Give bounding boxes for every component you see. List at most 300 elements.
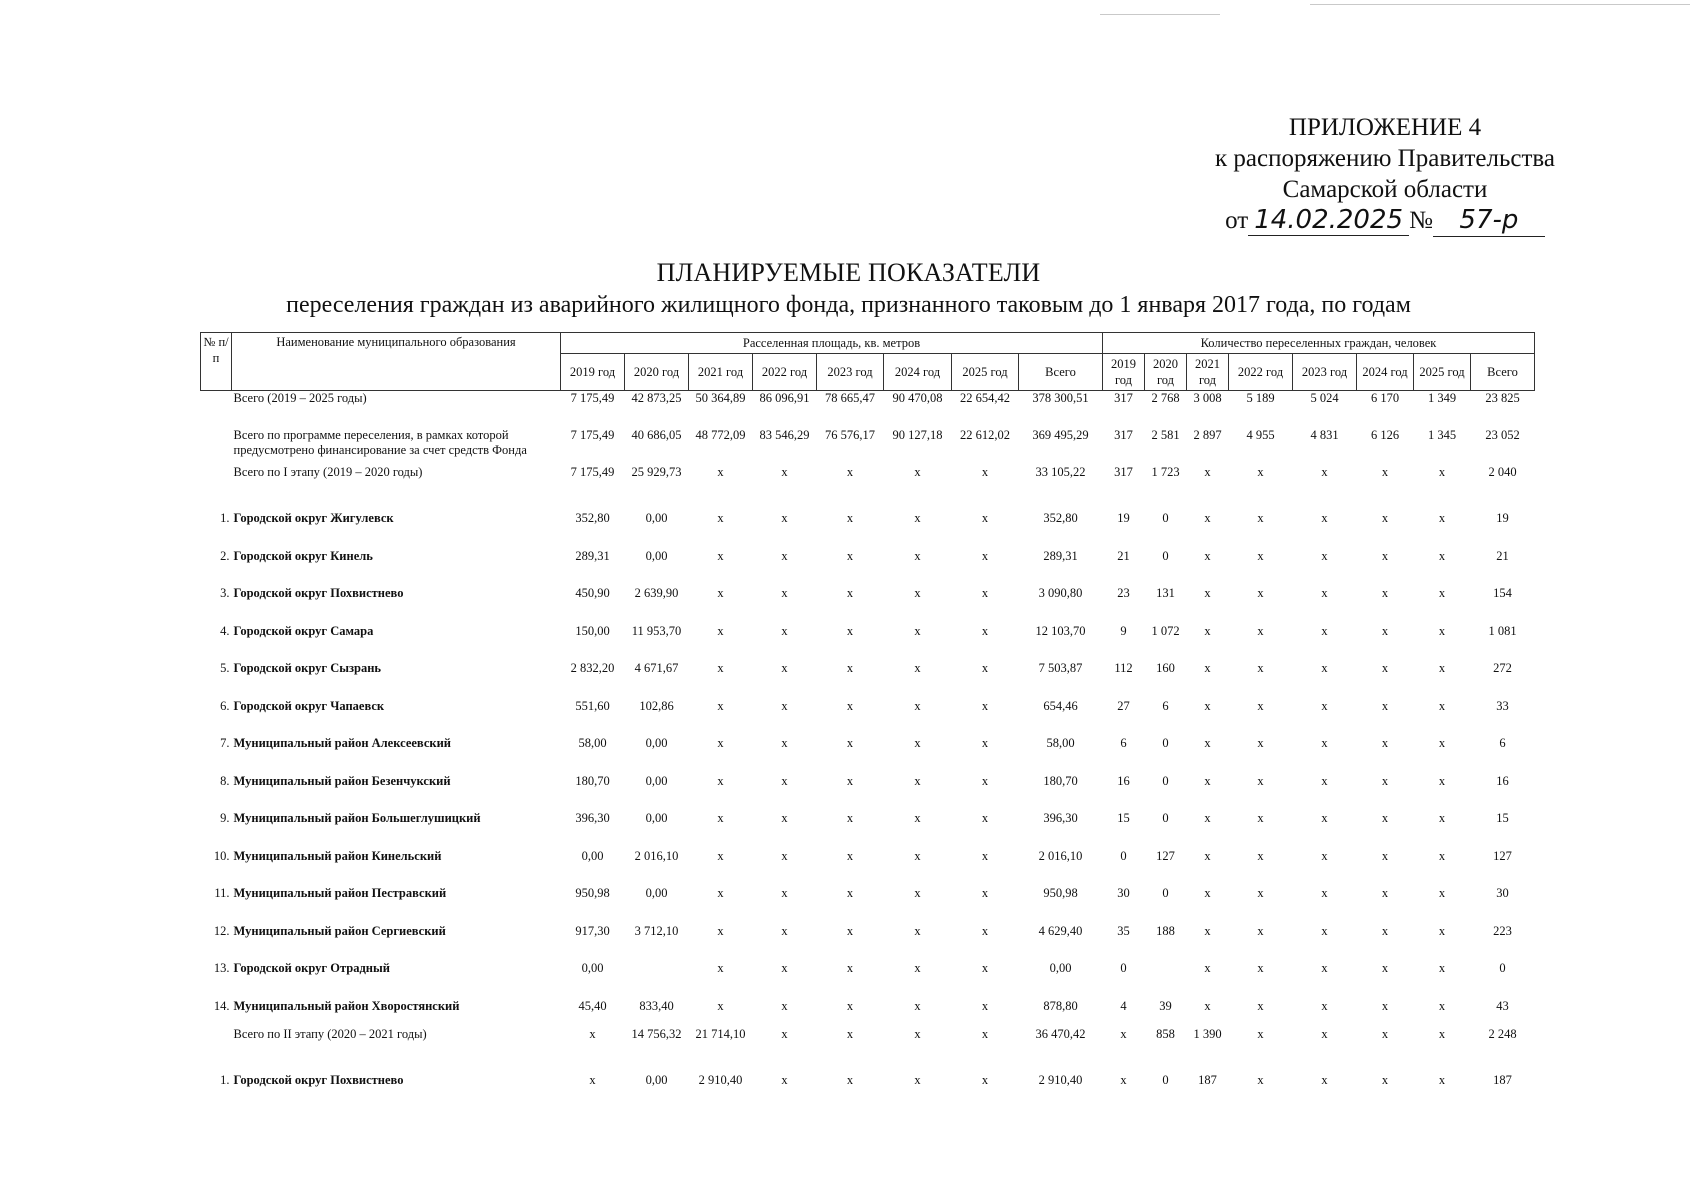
people-cell: 317 (1114, 465, 1133, 479)
people-cell: х (1321, 773, 1328, 788)
area-cell: х (914, 1073, 921, 1087)
people-cell: х (1438, 1027, 1446, 1041)
people-cell: 1 345 (1427, 428, 1457, 442)
area-cell: 180,70 (1043, 773, 1078, 788)
people-cell: 317 (1114, 391, 1133, 405)
people-cell: х (1381, 998, 1389, 1013)
people-cell: 0 (1162, 886, 1169, 900)
area-cell: х (981, 998, 989, 1013)
annex-title: ПРИЛОЖЕНИЕ 4 (1288, 114, 1482, 141)
people-cell: 39 (1159, 998, 1172, 1013)
annex-line-decree: к распоряжению Правительства (1214, 145, 1555, 172)
header-year-people-0: 2019 год (1103, 354, 1145, 391)
area-cell: х (846, 623, 854, 638)
municipality-name-text: Городской округ Жигулевск (233, 511, 394, 525)
people-cell: 1 081 (1488, 623, 1517, 638)
table-row (201, 802, 1535, 840)
people-cell: х (1438, 886, 1446, 900)
area-cell: х (981, 1073, 989, 1087)
area-cell: 917,30 (575, 923, 610, 938)
document-title: ПЛАНИРУЕМЫЕ ПОКАЗАТЕЛИ (656, 258, 1041, 287)
area-cell: х (981, 586, 989, 600)
municipality-name (232, 652, 561, 690)
area-cell: х (781, 923, 788, 938)
people-cell: 0 (1162, 511, 1169, 525)
area-cell: 0,00 (645, 886, 668, 900)
area-cell: 396,30 (1043, 811, 1078, 825)
people-cell: х (1321, 1027, 1328, 1041)
area-cell: 22 654,42 (960, 391, 1010, 405)
municipality-name (232, 727, 561, 765)
area-cell: х (914, 465, 921, 479)
municipality-name (232, 690, 561, 728)
people-cell: 4 (1120, 998, 1127, 1013)
area-cell: х (717, 586, 724, 600)
municipality-name (232, 1064, 561, 1102)
people-cell: х (1257, 961, 1264, 975)
people-cell: х (1321, 923, 1328, 938)
area-cell: х (781, 511, 788, 525)
people-cell: 0 (1162, 548, 1169, 563)
area-cell: х (781, 586, 788, 600)
area-cell: х (846, 923, 854, 938)
area-cell: 0,00 (645, 511, 668, 525)
indicators-table (200, 332, 1535, 1102)
table-row (201, 540, 1535, 578)
people-cell: 3 008 (1193, 391, 1222, 405)
area-cell: х (914, 998, 921, 1013)
area-cell: 180,70 (575, 773, 610, 788)
people-cell: 23 825 (1485, 391, 1520, 405)
people-cell: х (1438, 848, 1446, 863)
table-row (201, 990, 1535, 1028)
municipality-name (232, 990, 561, 1028)
people-cell: х (1381, 961, 1389, 975)
row-number: 4. (220, 623, 230, 638)
annex-line-region: Самарской области (1282, 176, 1488, 203)
people-cell: 2 248 (1488, 1027, 1517, 1041)
people-cell: 27 (1117, 698, 1130, 713)
people-cell: х (1120, 1027, 1127, 1041)
people-cell: х (1381, 586, 1389, 600)
people-cell: х (1120, 1073, 1127, 1087)
row-number: 11. (214, 886, 230, 900)
area-cell: 7 175,49 (570, 428, 615, 442)
area-cell: 2 016,10 (634, 848, 679, 863)
annex-date-line (1190, 205, 1580, 237)
people-cell: х (1257, 1027, 1264, 1041)
area-cell: 14 756,32 (631, 1027, 682, 1041)
people-cell: х (1204, 698, 1211, 713)
people-cell: 6 126 (1370, 428, 1400, 442)
row-number: 6. (220, 698, 230, 713)
area-cell: 2 639,90 (634, 586, 679, 600)
people-cell: 30 (1496, 886, 1509, 900)
area-cell: 3 090,80 (1038, 586, 1083, 600)
people-cell: х (1438, 998, 1446, 1013)
municipality-name-text: Муниципальный район Большеглушицкий (233, 811, 481, 825)
area-cell: 0,00 (645, 548, 668, 563)
municipality-name-text: Муниципальный район Хворостянский (233, 998, 460, 1013)
people-cell: х (1321, 586, 1328, 600)
municipality-name-text: Городской округ Самара (233, 623, 374, 638)
people-cell: х (1381, 886, 1389, 900)
people-cell: х (1381, 661, 1389, 675)
area-cell: х (914, 661, 921, 675)
row-number: 13. (213, 961, 230, 975)
area-cell: х (914, 698, 921, 713)
people-cell: х (1438, 811, 1446, 825)
area-cell: х (717, 661, 724, 675)
area-cell: 25 929,73 (631, 465, 682, 479)
people-cell: х (1321, 1073, 1328, 1087)
municipality-name-text: Муниципальный район Сергиевский (233, 923, 446, 938)
people-cell: х (1438, 736, 1446, 750)
municipality-name (232, 1027, 561, 1064)
municipality-name-text: Всего по I этапу (2019 – 2020 годы) (233, 465, 423, 479)
area-cell: х (914, 623, 921, 638)
people-cell: 112 (1114, 661, 1133, 675)
header-year-people-1: 2020 год (1145, 354, 1187, 391)
area-cell: х (846, 811, 854, 825)
area-cell: х (846, 848, 854, 863)
people-cell: х (1381, 736, 1389, 750)
area-cell: 352,80 (1043, 511, 1078, 525)
people-cell: 15 (1117, 811, 1130, 825)
area-cell: х (914, 586, 921, 600)
area-cell: 90 470,08 (892, 391, 943, 405)
people-cell: х (1321, 698, 1328, 713)
people-cell: 272 (1493, 661, 1512, 675)
area-cell: х (846, 773, 854, 788)
area-cell: 7 175,49 (570, 391, 615, 405)
area-cell: х (981, 623, 989, 638)
area-cell: х (914, 773, 921, 788)
area-cell: х (781, 623, 788, 638)
header-year-area-2: 2021 год (689, 354, 753, 391)
people-cell: 21 (1496, 548, 1509, 563)
area-cell: х (589, 1073, 596, 1087)
area-cell: 450,90 (575, 586, 610, 600)
people-cell: 5 024 (1310, 391, 1339, 405)
people-cell: х (1257, 848, 1264, 863)
summary-row (201, 428, 1535, 465)
municipality-name-text: Городской округ Похвистнево (233, 1073, 404, 1087)
table-row (201, 840, 1535, 878)
people-cell: х (1257, 623, 1264, 638)
row-number: 7. (220, 736, 230, 750)
area-cell: 289,31 (575, 548, 610, 563)
row-number: 1. (220, 511, 230, 525)
table-row (201, 765, 1535, 803)
area-cell: 2 016,10 (1038, 848, 1083, 863)
row-number: 5. (220, 661, 230, 675)
area-cell: 50 364,89 (695, 391, 746, 405)
annex-from-prefix: от (1225, 207, 1249, 234)
area-cell: х (914, 961, 921, 975)
area-cell: х (781, 886, 788, 900)
people-cell: 6 (1120, 736, 1127, 750)
people-cell: 1 349 (1427, 391, 1457, 405)
municipality-name-text: Муниципальный район Пестравский (233, 886, 447, 900)
people-cell: х (1438, 465, 1446, 479)
area-cell: 4 671,67 (634, 661, 679, 675)
area-cell: х (781, 548, 788, 563)
row-number: 2. (220, 548, 230, 563)
area-cell: х (717, 773, 724, 788)
people-cell: 131 (1156, 586, 1175, 600)
area-cell: 90 127,18 (892, 428, 943, 442)
area-cell: х (846, 661, 854, 675)
people-cell: х (1438, 773, 1446, 788)
people-cell: х (1257, 811, 1264, 825)
scan-artifact-line (1100, 14, 1220, 15)
area-cell: 2 832,20 (570, 661, 615, 675)
people-cell: 30 (1117, 886, 1130, 900)
header-group-area: Расселенная площадь, кв. метров (561, 333, 1103, 354)
area-cell: 654,46 (1043, 698, 1078, 713)
area-cell: х (981, 961, 989, 975)
annex-number-label: № (1409, 207, 1433, 234)
area-cell: 0,00 (645, 736, 668, 750)
people-cell: х (1204, 548, 1211, 563)
people-cell: х (1257, 886, 1264, 900)
table-row (201, 727, 1535, 765)
people-cell: х (1204, 923, 1211, 938)
table-body (201, 391, 1535, 1102)
area-cell: 22 612,02 (960, 428, 1010, 442)
people-cell: х (1204, 586, 1211, 600)
area-cell: 42 873,25 (631, 391, 682, 405)
area-cell: х (846, 511, 854, 525)
header-year-area-0: 2019 год (561, 354, 625, 391)
annex-header (1190, 112, 1580, 237)
municipality-name (232, 465, 561, 502)
area-cell: х (981, 661, 989, 675)
area-cell: х (781, 1073, 788, 1087)
area-cell: х (981, 736, 989, 750)
handwritten-number: 57-р (1433, 205, 1545, 237)
area-cell: х (717, 848, 724, 863)
people-cell: х (1321, 465, 1328, 479)
municipality-name-text: Всего по программе переселения, в рамках которой предусмотрено финансирование за счет средств Фонда (233, 428, 527, 457)
area-cell: 12 103,70 (1035, 623, 1086, 638)
scan-artifact-line (1310, 4, 1690, 5)
people-cell: 19 (1117, 511, 1130, 525)
area-cell: 150,00 (575, 623, 610, 638)
people-cell: х (1381, 1027, 1389, 1041)
area-cell: 45,40 (578, 998, 607, 1013)
area-cell: х (914, 848, 921, 863)
people-cell: 0 (1120, 848, 1127, 863)
municipality-name-text: Всего по II этапу (2020 – 2021 годы) (233, 1027, 427, 1041)
people-cell: х (1438, 923, 1446, 938)
area-cell: 369 495,29 (1032, 428, 1089, 442)
row-number: 8. (220, 773, 230, 788)
area-cell: х (717, 998, 724, 1013)
municipality-name (232, 502, 561, 540)
area-cell: 396,30 (575, 811, 610, 825)
header-year-people-5: 2024 год (1357, 354, 1414, 391)
municipality-name-text: Городской округ Похвистнево (233, 586, 404, 600)
municipality-name (232, 428, 561, 465)
people-cell: 188 (1156, 923, 1175, 938)
area-cell: х (781, 773, 788, 788)
people-cell: х (1257, 661, 1264, 675)
area-cell: х (717, 923, 724, 938)
row-number (201, 465, 232, 502)
summary-row (201, 1027, 1535, 1064)
people-cell: 6 170 (1370, 391, 1400, 405)
area-cell: х (981, 548, 989, 563)
table-row (201, 615, 1535, 653)
area-cell: 551,60 (575, 698, 610, 713)
row-number (201, 1027, 232, 1064)
area-cell: х (846, 886, 854, 900)
header-year-people-6: 2025 год (1414, 354, 1471, 391)
area-cell: 289,31 (1043, 548, 1078, 563)
people-cell: 4 955 (1246, 428, 1275, 442)
people-cell: х (1257, 511, 1264, 525)
people-cell: 35 (1117, 923, 1130, 938)
header-year-people-4: 2023 год (1293, 354, 1357, 391)
area-cell: х (781, 736, 788, 750)
people-cell: х (1257, 736, 1264, 750)
area-cell: х (717, 465, 724, 479)
people-cell: 5 189 (1246, 391, 1275, 405)
people-cell: х (1321, 548, 1328, 563)
municipality-name-text: Городской округ Отрадный (233, 961, 390, 975)
people-cell: х (1381, 1073, 1389, 1087)
area-cell: х (781, 811, 788, 825)
people-cell: 858 (1156, 1027, 1175, 1041)
area-cell: х (981, 511, 989, 525)
area-cell: х (781, 698, 788, 713)
table-row (201, 915, 1535, 953)
area-cell: х (846, 586, 854, 600)
area-cell: 0,00 (581, 848, 604, 863)
people-cell: х (1321, 736, 1328, 750)
people-cell: х (1321, 886, 1328, 900)
people-cell: 6 (1162, 698, 1169, 713)
people-cell: 21 (1117, 548, 1130, 563)
area-cell: 76 576,17 (825, 428, 875, 442)
header-col-no: № п/п (201, 333, 232, 391)
people-cell: х (1257, 465, 1264, 479)
header-group-people: Количество переселенных граждан, человек (1103, 333, 1535, 354)
area-cell: х (981, 773, 989, 788)
municipality-name (232, 877, 561, 915)
area-cell: 2 910,40 (698, 1073, 743, 1087)
row-number: 9. (220, 811, 230, 825)
people-cell: 2 040 (1488, 465, 1517, 479)
area-cell: 950,98 (1043, 886, 1078, 900)
municipality-name-text: Городской округ Чапаевск (233, 698, 385, 713)
people-cell: х (1381, 698, 1389, 713)
people-cell: 2 768 (1151, 391, 1180, 405)
people-cell: 4 831 (1310, 428, 1339, 442)
people-cell: х (1438, 511, 1446, 525)
people-cell: х (1321, 998, 1328, 1013)
people-cell: 0 (1162, 773, 1169, 788)
municipality-name (232, 615, 561, 653)
area-cell: 833,40 (639, 998, 674, 1013)
area-cell: 11 953,70 (631, 623, 682, 638)
people-cell: х (1321, 623, 1328, 638)
table-row (201, 877, 1535, 915)
people-cell: х (1204, 848, 1211, 863)
people-cell: 1 723 (1151, 465, 1180, 479)
summary-row (201, 391, 1535, 429)
people-cell: 127 (1493, 848, 1512, 863)
area-cell: х (846, 465, 854, 479)
row-number (201, 428, 232, 465)
area-cell: 40 686,05 (631, 428, 682, 442)
people-cell: х (1438, 623, 1446, 638)
area-cell: 58,00 (1046, 736, 1075, 750)
people-cell: 187 (1493, 1073, 1512, 1087)
area-cell: х (589, 1027, 596, 1041)
people-cell: х (1381, 773, 1389, 788)
people-cell: х (1204, 998, 1211, 1013)
municipality-name-text: Муниципальный район Кинельский (233, 848, 442, 863)
area-cell: х (717, 623, 724, 638)
people-cell: х (1257, 1073, 1264, 1087)
document-subtitle: переселения граждан из аварийного жилищного фонда, признанного таковым до 1 января 2017 года, по годам (286, 292, 1411, 318)
area-cell: х (914, 923, 921, 938)
area-cell: 7 175,49 (570, 465, 615, 479)
people-cell: х (1204, 886, 1211, 900)
area-cell: 2 910,40 (1038, 1073, 1083, 1087)
people-cell: 0 (1120, 961, 1127, 975)
table-row (201, 577, 1535, 615)
people-cell: 16 (1117, 773, 1130, 788)
area-cell: х (914, 736, 921, 750)
people-cell: 317 (1114, 428, 1133, 442)
header-year-area-1: 2020 год (625, 354, 689, 391)
people-cell: 0 (1162, 736, 1169, 750)
area-cell: х (981, 1027, 989, 1041)
area-cell: х (846, 736, 854, 750)
area-cell: х (981, 848, 989, 863)
header-col-name: Наименование муниципального образования (232, 333, 561, 391)
area-cell: 7 503,87 (1038, 661, 1083, 675)
area-cell: х (846, 1027, 854, 1041)
people-cell: 223 (1493, 923, 1512, 938)
header-total-area: Всего (1019, 354, 1103, 391)
area-cell: х (717, 811, 724, 825)
people-cell: 19 (1496, 511, 1509, 525)
people-cell (1145, 952, 1187, 990)
people-cell: х (1257, 698, 1264, 713)
people-cell: х (1381, 811, 1389, 825)
people-cell: х (1438, 661, 1446, 675)
row-number: 10. (213, 848, 230, 863)
municipality-name-text: Городской округ Кинель (233, 548, 373, 563)
people-cell: 1 390 (1193, 1027, 1222, 1041)
area-cell: 33 105,22 (1035, 465, 1086, 479)
area-cell: 0,00 (581, 961, 604, 975)
people-cell: х (1438, 548, 1446, 563)
area-cell: х (717, 548, 724, 563)
people-cell: 2 897 (1193, 428, 1222, 442)
municipality-name (232, 915, 561, 953)
area-cell: х (717, 736, 724, 750)
header-year-area-4: 2023 год (817, 354, 884, 391)
people-cell: 127 (1156, 848, 1175, 863)
summary-row (201, 465, 1535, 502)
people-cell: х (1438, 1073, 1446, 1087)
